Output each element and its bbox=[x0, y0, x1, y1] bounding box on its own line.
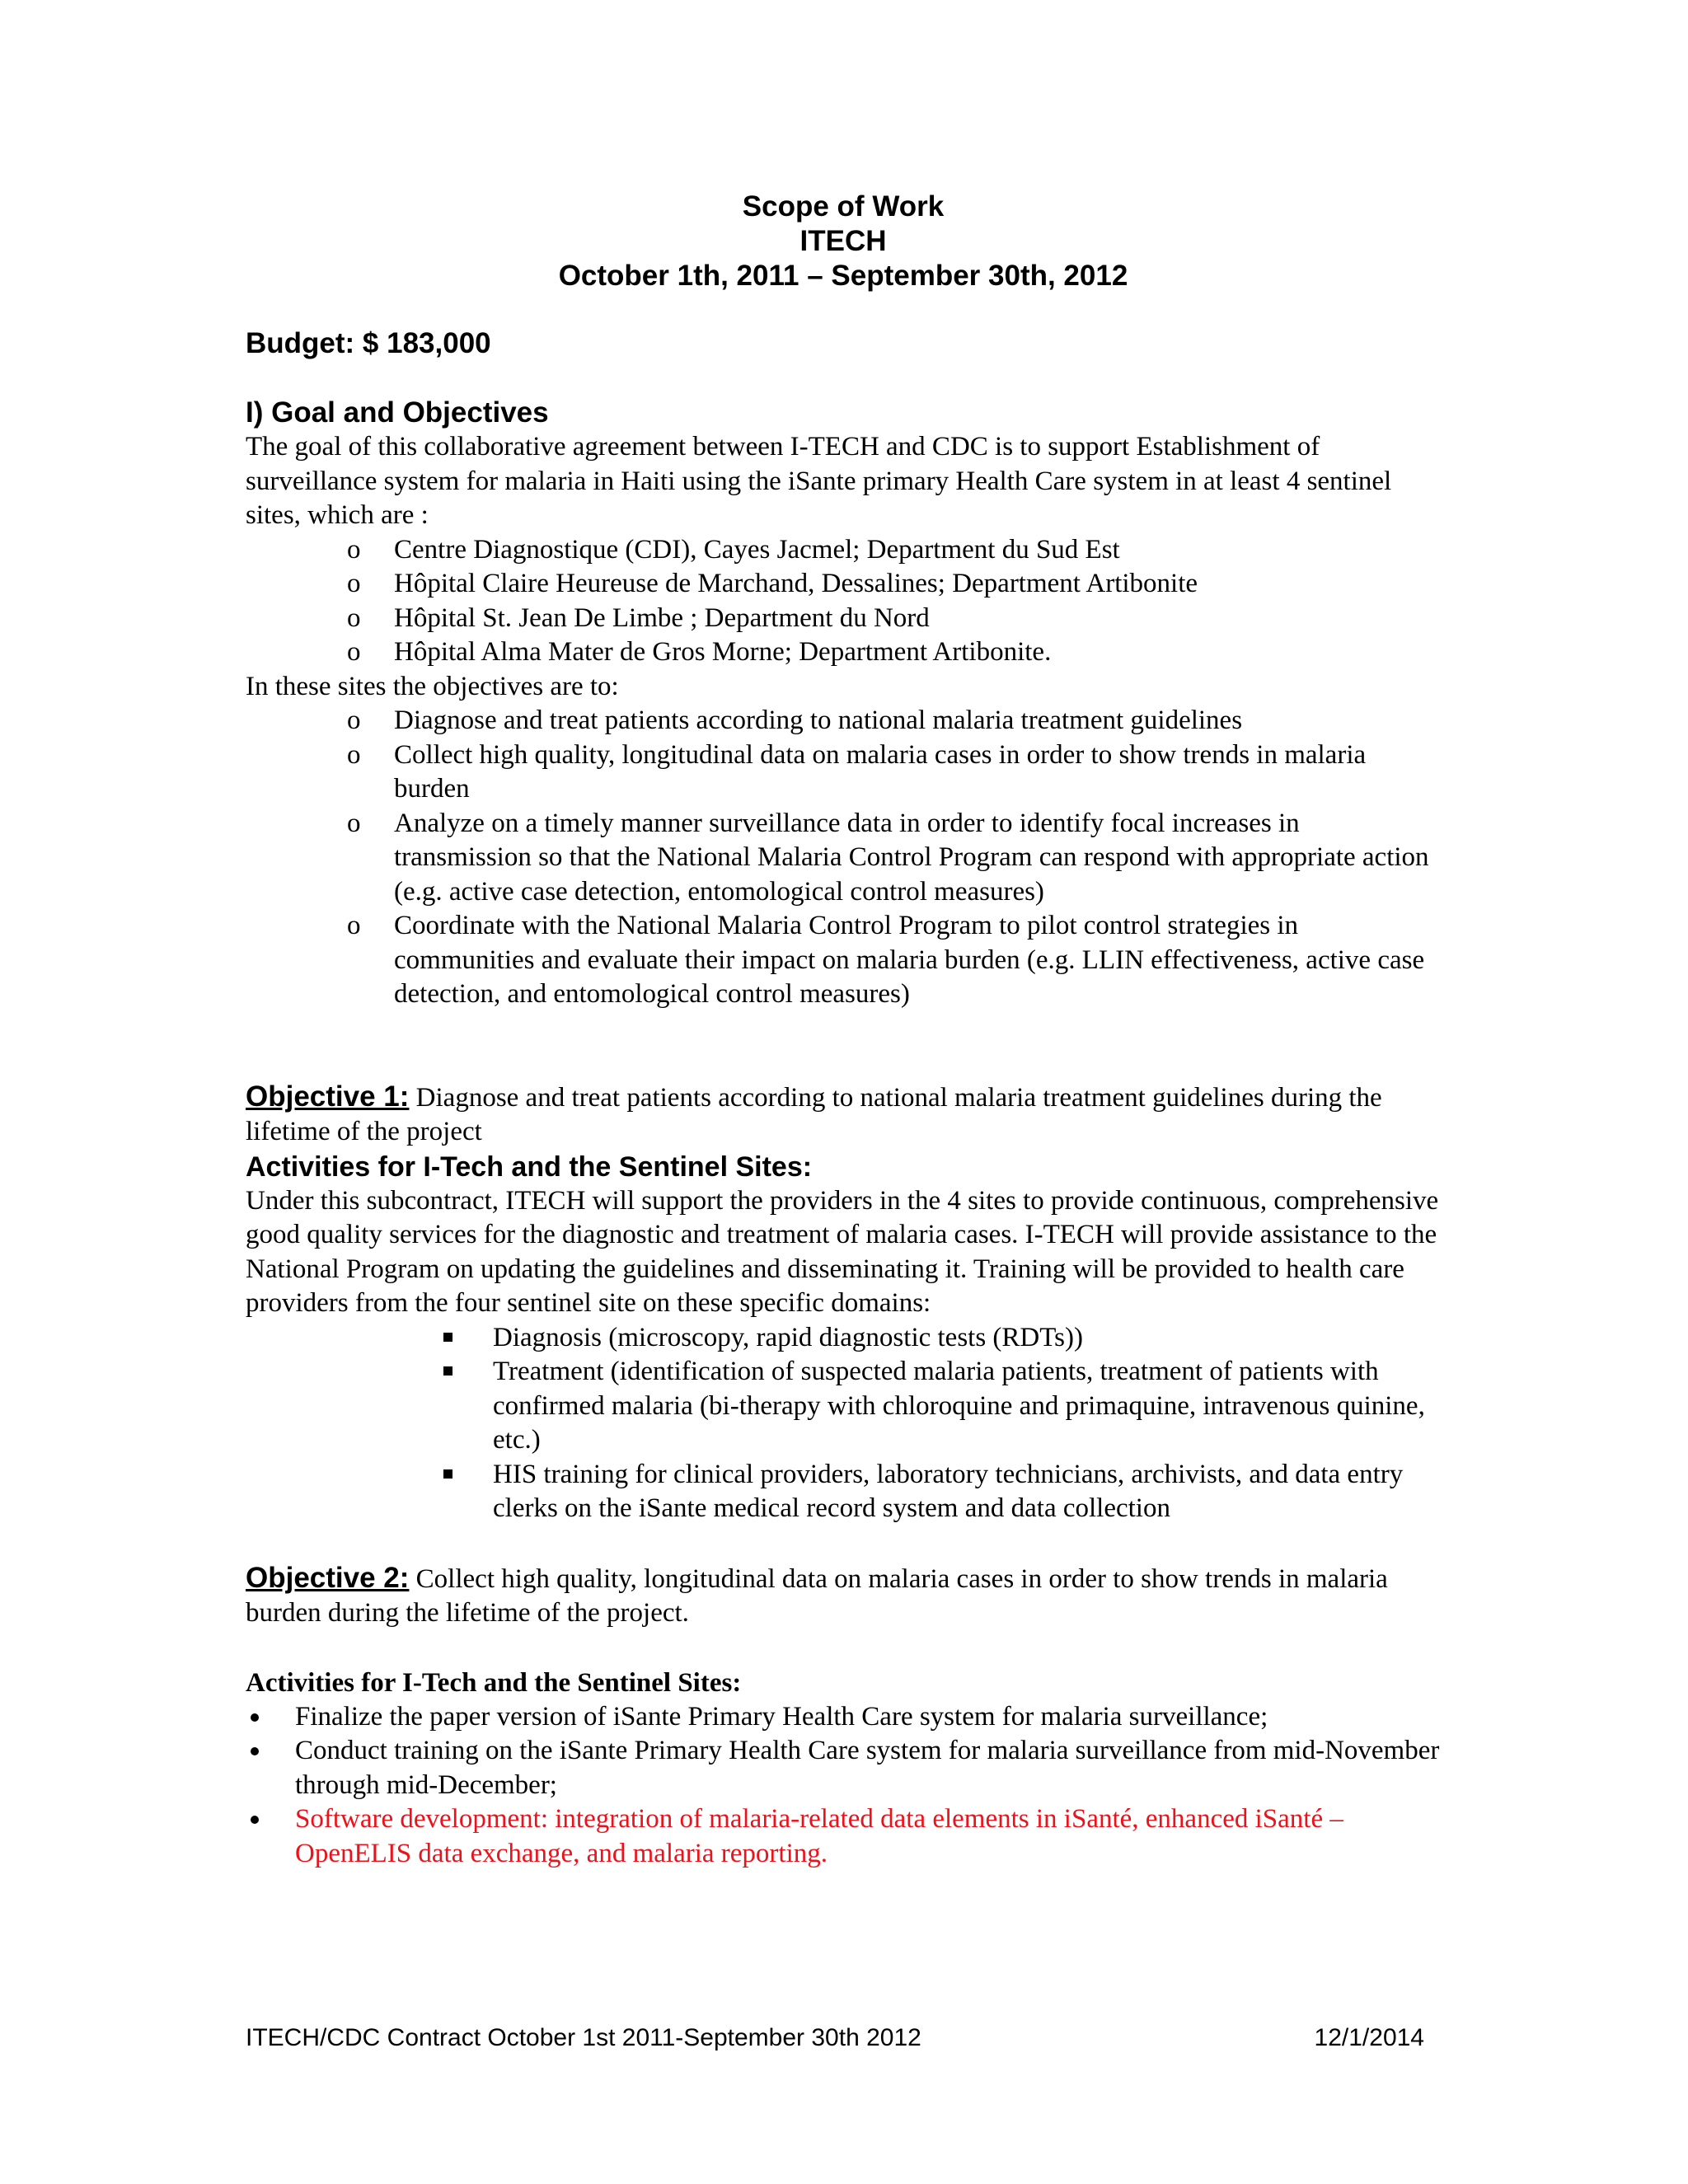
list-item bbox=[246, 738, 1441, 807]
list-item bbox=[246, 1458, 1441, 1526]
domain-text: Treatment (identification of suspected malaria patients, treatment of patients with confirmed malaria (bi-therapy with chloroquine and primaquine, intravenous quinine, etc.) bbox=[493, 1357, 1425, 1455]
objective-text: Coordinate with the National Malaria Control Program to pilot control strategies in communities and evaluate their impact on malaria burden (e.g. LLIN effectiveness, active case detection, and entomological control measures) bbox=[394, 911, 1425, 1009]
document-title bbox=[246, 190, 1441, 293]
objective-2-activities-heading: Activities for I-Tech and the Sentinel Sites: bbox=[246, 1667, 742, 1698]
document-body bbox=[246, 190, 1441, 1871]
goal-paragraph: The goal of this collaborative agreement between I-TECH and CDC is to support Establishment of surveillance system for malaria in Haiti using the iSante primary Health Care system in at least 4 sentinel sites, which are : bbox=[246, 432, 1392, 530]
site-text: Centre Diagnostique (CDI), Cayes Jacmel; Department du Sud Est bbox=[394, 534, 1120, 565]
bullet-marker: o bbox=[347, 808, 361, 838]
list-item bbox=[246, 567, 1441, 602]
footer-date: 12/1/2014 bbox=[1314, 2024, 1424, 2051]
objective-text: Analyze on a timely manner surveillance data in order to identify focal increases in transmission so that the National Malaria Control Program can respond with appropriate action (e.g. active case detection, entomological control measures) bbox=[394, 808, 1429, 907]
training-domains-list bbox=[246, 1321, 1441, 1526]
objective-1-text: Diagnose and treat patients according to national malaria treatment guidelines during the lifetime of the project bbox=[246, 1082, 1382, 1146]
objective-1-activities-paragraph: Under this subcontract, ITECH will support the providers in the 4 sites to provide continuous, comprehensive good quality services for the diagnostic and treatment of malaria cases. I-TECH will provide assistance to the National Program on updating the guidelines and disseminating it. Training will be provided to health care providers from the four sentinel site on these specific domains: bbox=[246, 1185, 1439, 1318]
activity-text: Finalize the paper version of iSante Primary Health Care system for malaria surveillance; bbox=[295, 1701, 1268, 1732]
title-line-3: October 1th, 2011 – September 30th, 2012 bbox=[558, 260, 1128, 292]
list-item bbox=[246, 602, 1441, 636]
objective-1-activities-heading: Activities for I-Tech and the Sentinel Sites: bbox=[246, 1151, 813, 1183]
objective-2-label: Objective 2: bbox=[246, 1561, 410, 1594]
square-bullet-icon bbox=[443, 1366, 452, 1376]
square-bullet-icon bbox=[443, 1333, 452, 1342]
list-item bbox=[246, 1321, 1441, 1356]
objectives-list bbox=[246, 704, 1441, 1012]
title-line-2: ITECH bbox=[799, 225, 887, 257]
footer-contract-text: ITECH/CDC Contract October 1st 2011-September 30th 2012 bbox=[246, 2024, 921, 2051]
site-text: Hôpital Claire Heureuse de Marchand, Dessalines; Department Artibonite bbox=[394, 569, 1198, 598]
list-item bbox=[246, 533, 1441, 568]
objective-1-label: Objective 1: bbox=[246, 1080, 410, 1113]
list-item bbox=[246, 704, 1441, 738]
domain-text: Diagnosis (microscopy, rapid diagnostic tests (RDTs)) bbox=[493, 1322, 1083, 1352]
activity-text: Conduct training on the iSante Primary Health Care system for malaria surveillance from mid-November through mid-December; bbox=[295, 1736, 1440, 1800]
objective-2-text: Collect high quality, longitudinal data on malaria cases in order to show trends in malaria burden during the lifetime of the project. bbox=[246, 1563, 1388, 1628]
list-item bbox=[246, 635, 1441, 670]
domain-text: HIS training for clinical providers, laboratory technicians, archivists, and data entry clerks on the iSante medical record system and data collection bbox=[493, 1459, 1404, 1523]
objective-text: Collect high quality, longitudinal data on malaria cases in order to show trends in malaria burden bbox=[394, 739, 1367, 804]
objective-2-paragraph bbox=[246, 1561, 1441, 1631]
bullet-marker: o bbox=[347, 911, 361, 940]
round-bullet-icon bbox=[251, 1713, 259, 1722]
site-text: Hôpital Alma Mater de Gros Morne; Department Artibonite. bbox=[394, 637, 1052, 667]
list-item-highlighted bbox=[246, 1802, 1441, 1871]
square-bullet-icon bbox=[443, 1469, 452, 1479]
bullet-marker: o bbox=[347, 534, 361, 565]
budget-line: Budget: $ 183,000 bbox=[246, 327, 491, 359]
list-item bbox=[246, 1700, 1441, 1735]
objective-1-paragraph bbox=[246, 1080, 1441, 1150]
round-bullet-icon bbox=[251, 1816, 259, 1824]
spacer bbox=[246, 1526, 1441, 1561]
spacer bbox=[246, 1012, 1441, 1080]
site-text: Hôpital St. Jean De Limbe ; Department du Nord bbox=[394, 602, 930, 633]
bullet-marker: o bbox=[347, 569, 361, 598]
bullet-marker: o bbox=[347, 637, 361, 667]
list-item bbox=[246, 1355, 1441, 1458]
list-item bbox=[246, 909, 1441, 1012]
spacer bbox=[246, 1631, 1441, 1666]
list-item bbox=[246, 807, 1441, 910]
section-heading-goals: I) Goal and Objectives bbox=[246, 396, 549, 429]
round-bullet-icon bbox=[251, 1747, 259, 1755]
objectives-intro: In these sites the objectives are to: bbox=[246, 671, 619, 701]
sentinel-sites-list bbox=[246, 533, 1441, 670]
title-line-1: Scope of Work bbox=[742, 190, 945, 223]
objective-text: Diagnose and treat patients according to national malaria treatment guidelines bbox=[394, 705, 1243, 735]
bullet-marker: o bbox=[347, 739, 361, 770]
bullet-marker: o bbox=[347, 705, 361, 735]
bullet-marker: o bbox=[347, 602, 361, 633]
objective-2-activities-list bbox=[246, 1700, 1441, 1872]
list-item bbox=[246, 1734, 1441, 1802]
activity-text: Software development: integration of malaria-related data elements in iSanté, enhanced iSanté – OpenELIS data exchange, and malaria reporting. bbox=[295, 1804, 1343, 1868]
